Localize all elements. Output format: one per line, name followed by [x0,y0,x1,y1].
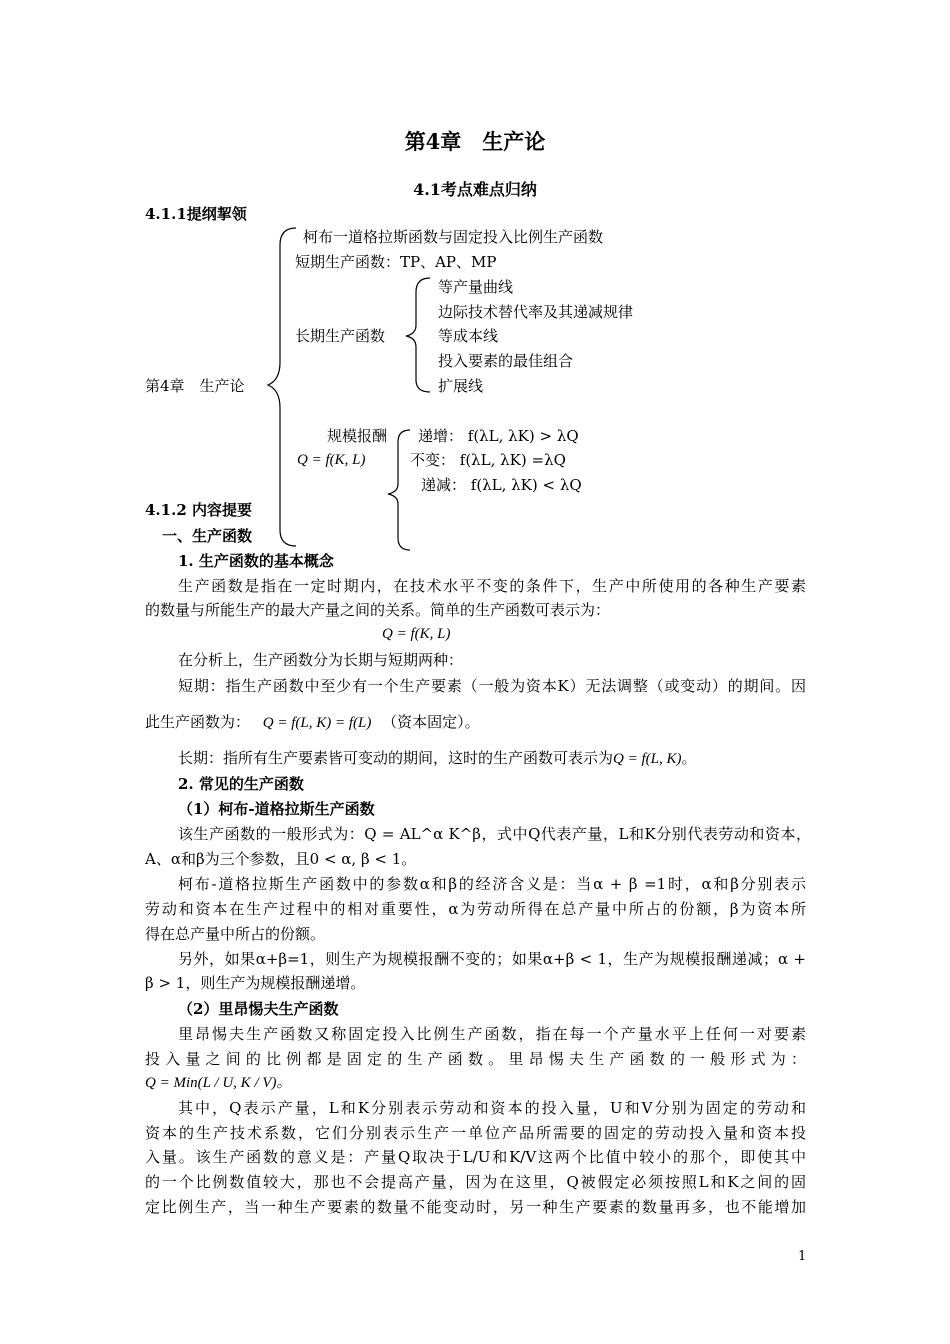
main-brace-icon [0,0,950,600]
outline-returns-label: 规模报酬 [327,427,388,445]
paragraph-line: 另外，如果α+β=1，则生产为规模报酬不变的；如果α+β < 1，生产为规模报酬递减；α + [178,950,806,968]
paragraph-text: （资本固定）。 [382,713,480,731]
paragraph-text: 此生产函数为： [145,713,251,731]
page-title: 第4章 生产论 [404,129,546,154]
paragraph-line: 里昂惕夫生产函数又称固定投入比例生产函数，指在每一个产量水平上任何一对要素 [178,1025,806,1043]
section-4-1-1-heading: 4.1.1提纲挈领 [145,205,247,223]
paragraph-line [178,748,697,769]
paragraph-line: 的数量与所能生产的最大产量之间的关系。简单的生产函数可表示为： [145,601,611,619]
subsection-common-functions: 2. 常见的生产函数 [178,775,304,793]
paragraph-line: 其中，Q表示产量，L和K分别表示劳动和资本的投入量，U和V分别为固定的劳动和 [178,1099,806,1117]
section-4-1-2-heading: 4.1.2 内容提要 [145,501,252,519]
paragraph-line: A、α和β为三个参数，且0 < α, β < 1。 [145,850,417,868]
paragraph-line: 在分析上，生产函数分为长期与短期两种： [178,651,464,669]
paragraph-line: 定比例生产，当一种生产要素的数量不能变动时，另一种生产要素的数量再多，也不能增加 [145,1198,806,1216]
formula-short-run: Q = f(L, K) = f(L) [262,715,372,731]
paragraph-line: 资本的生产技术系数，它们分别表示生产一单位产品所需要的固定的劳动投入量和资本投 [145,1124,806,1142]
outline-long-run-item: 等产量曲线 [438,278,514,296]
paragraph-line: β > 1，则生产为规模报酬递增。 [145,974,366,992]
outline-long-run-item: 投入要素的最佳组合 [438,352,574,370]
subsection-production-function: 一、生产函数 [162,527,253,545]
outline-short-run-item-1: 柯布一道格拉斯函数与固定投入比例生产函数 [303,228,604,246]
paragraph-line: 得在总产量中所占的份额。 [145,925,326,943]
paragraph-line: 短期：指生产函数中至少有一个生产要素（一般为资本K）无法调整（或变动）的期间。因 [178,677,806,695]
paragraph-line: 柯布-道格拉斯生产函数中的参数α和β的经济含义是：当α + β =1时，α和β分别表示 [178,875,806,893]
outline-root: 第4章 生产论 [145,377,245,395]
formula-long-run: Q = f(L, K) [613,751,682,767]
paragraph-line: 生产函数是指在一定时期内，在技术水平不变的条件下，生产中所使用的各种生产要素 [178,577,806,595]
page-number: 1 [798,1249,807,1264]
formula-leontief: Q = Min(L / U, K / V)。 [145,1075,292,1091]
paragraph-line [145,712,480,733]
paragraph-line: 该生产函数的一般形式为：Q = AL^α K^β，式中Q代表产量，L和K分别代表劳动和资本， [178,825,811,843]
formula-production-function: Q = f(K, L) [382,626,451,642]
paragraph-text: 。 [681,749,697,767]
subsection-basic-concept: 1. 生产函数的基本概念 [178,552,334,570]
paragraph-line: 的一个比例数值较大，那也不会提高产量，因为在这里，Q被假定必须按照L和K之间的固 [145,1173,806,1191]
outline-returns-decreasing: 递减： f(λL, λK) < λQ [421,476,582,494]
section-4-1-heading: 4.1考点难点归纳 [413,180,537,199]
outline-short-run-item-2: 短期生产函数：TP、AP、MP [295,253,497,271]
outline-long-run-item: 边际技术替代率及其递减规律 [438,303,634,321]
paragraph-line: 劳动和资本在生产过程中的相对重要性，α为劳动所得在总产量中所占的份额，β为资本所 [145,900,806,918]
outline-long-run-item: 扩展线 [438,377,484,395]
outline-long-run-item: 等成本线 [438,327,499,345]
paragraph-line: 入量。该生产函数的意义是：产量Q取决于L/U和K/V这两个比值中较小的那个，即使其中 [145,1148,806,1166]
outline-long-run-label: 长期生产函数 [295,327,386,345]
outline-returns-constant: 不变： f(λL, λK) =λQ [410,451,566,469]
subsection-leontief: （2）里昂惕夫生产函数 [178,1000,339,1018]
outline-returns-increasing: 递增： f(λL, λK) > λQ [418,427,579,445]
outline-returns-formula: Q = f(K, L) [297,452,366,468]
subsection-cobb-douglas: （1）柯布-道格拉斯生产函数 [178,800,375,818]
paragraph-text: 长期：指所有生产要素皆可变动的期间，这时的生产函数可表示为 [178,749,614,767]
paragraph-line: 投入量之间的比例都是固定的生产函数。里昂惕夫生产函数的一般形式为： [145,1050,806,1068]
